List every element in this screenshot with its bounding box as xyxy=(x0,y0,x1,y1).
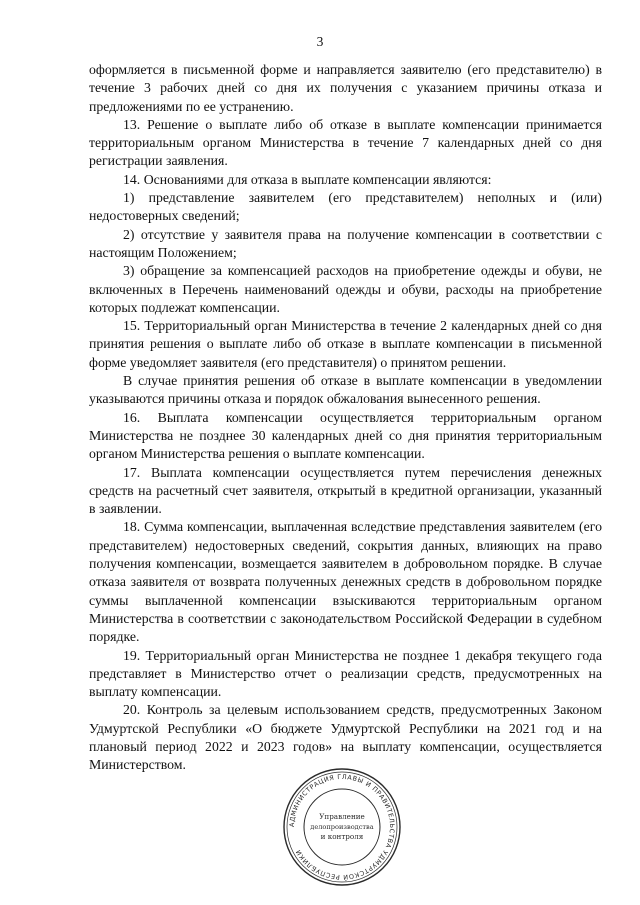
stamp-seal-icon xyxy=(281,766,403,888)
paragraph-14-item-1: 1) представление заявителем (его представителем) неполных и (или) недостоверных сведений; xyxy=(89,190,602,224)
stamp-center-line-2: делопроизводства xyxy=(310,823,374,831)
paragraph-15-refusal: В случае принятия решения об отказе в выплате компенсации в уведомлении указываются причины отказа и порядок обжалования вынесенного решения. xyxy=(89,373,602,407)
paragraph-14: 14. Основаниями для отказа в выплате компенсации являются: xyxy=(123,171,492,187)
document-body xyxy=(89,61,602,775)
paragraph-18: 18. Сумма компенсации, выплаченная вследствие представления заявителем (его представителем) недостоверных сведений, сокрытия данных, влияющих на право получения компенсации, возмещается заявителем в добровольном порядке. В случае отказа заявителя от возврата полученных денежных средств в добровольном порядке суммы выплаченной компенсации взыскиваются территориальным органом Министерства в соответствии с законодательством Российской Федерации в судебном порядке. xyxy=(89,519,602,645)
paragraph-14-item-2: 2) отсутствие у заявителя права на получение компенсации в соответствии с настоящим Положением; xyxy=(89,226,602,260)
paragraph-17: 17. Выплата компенсации осуществляется путем перечисления денежных средств на расчетный счет заявителя, открытый в кредитной организации, указанный в заявлении. xyxy=(89,464,602,517)
stamp-center-line-1: Управление xyxy=(319,812,365,821)
stamp-center-line-3: и контроля xyxy=(320,832,364,841)
paragraph-13: 13. Решение о выплате либо об отказе в выплате компенсации принимается территориальным органом Министерства в течение 7 календарных дней со дня регистрации заявления. xyxy=(89,116,602,169)
paragraph-15: 15. Территориальный орган Министерства в течение 2 календарных дней со дня принятия решения о выплате либо об отказе в выплате компенсации в письменной форме уведомляет заявителя (его представителя) о принятом решении. xyxy=(89,318,602,370)
paragraph-14-item-3: 3) обращение за компенсацией расходов на приобретение одежды и обуви, не включенных в Перечень наименований одежды и обуви, расходы на приобретение которых подлежат компенсации. xyxy=(89,263,602,315)
paragraph-16: 16. Выплата компенсации осуществляется территориальным органом Министерства не позднее 30 календарных дней со дня принятия территориальным органом Министерства решения о выплате компенсации. xyxy=(89,409,602,462)
official-stamp xyxy=(281,766,403,888)
page-number: 3 xyxy=(316,34,324,49)
stamp-ring-text: АДМИНИСТРАЦИЯ ГЛАВЫ И ПРАВИТЕЛЬСТВА УДМУРТСКОЙ РЕСПУБЛИКИ xyxy=(287,772,397,882)
paragraph-20: 20. Контроль за целевым использованием средств, предусмотренных Законом Удмуртской Республики «О бюджете Удмуртской Республики на 2021 год и на плановый период 2022 и 2023 годов» на выплату компенсации, осуществляется Министерством. xyxy=(89,702,602,773)
paragraph-continuation: оформляется в письменной форме и направляется заявителю (его представителю) в течение 3 рабочих дней со дня их получения с указанием причины отказа и предложениями по ее устранению. xyxy=(89,62,602,114)
paragraph-19: 19. Территориальный орган Министерства не позднее 1 декабря текущего года представляет в Министерство отчет о реализации средств, предусмотренных на выплату компенсации. xyxy=(89,647,602,700)
